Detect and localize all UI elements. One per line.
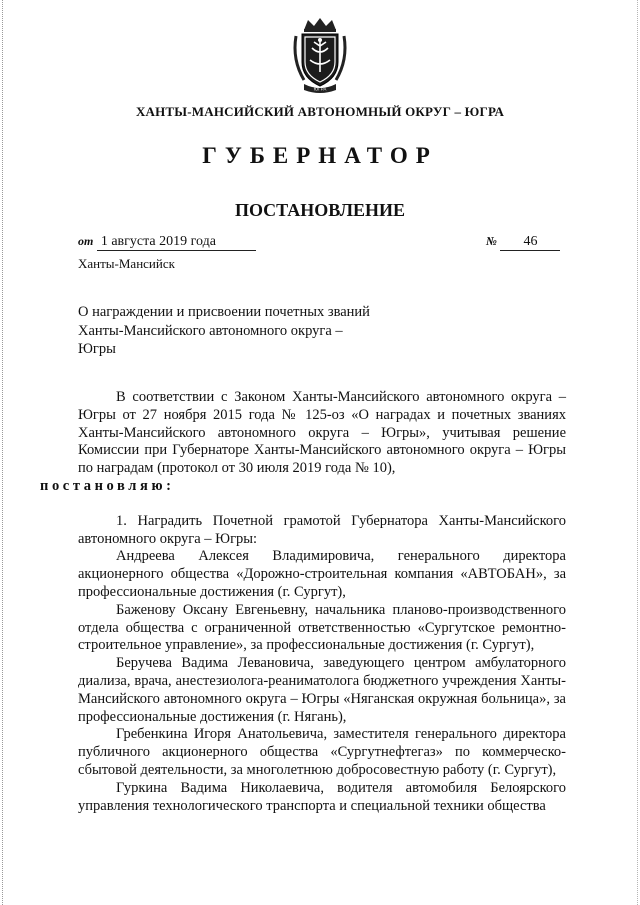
section-1: 1. Наградить Почетной грамотой Губернатора Ханты-Мансийского автономного округа – Югры: [78,512,566,547]
awardee-paragraph: Гребенкина Игоря Анатольевича, заместителя генерального директора публичного акционерного общества «Сургутнефтегаз» по коммерческо-сбытовой деятельности, за многолетнюю добросовестную работу (г. Сургут), [78,726,566,778]
document-number: 46 [500,233,560,251]
preamble-text: В соответствии с Законом Ханты-Мансийского автономного округа – Югры от 27 ноября 2015 года № 125-оз «О наградах и почетных званиях Ханты-Мансийского автономного округа – Югры», учитывая решение Комиссии при Губернаторе Ханты-Мансийского автономного округа – Югры по наградам (протокол от 30 июля 2019 года № 10), [78,389,566,477]
date-prefix: от [78,234,94,248]
preamble-paragraph [40,389,566,496]
awardee-paragraph: Баженову Оксану Евгеньевну, начальника планово-производственного отдела общества с ограниченной ответственностью «Сургутское ремонтно-строительное управление», за профессиональные достижения (г. Сургут), [78,601,566,654]
emblem-ribbon-text: ЮГРА [313,86,327,92]
document-body [40,389,566,815]
scan-edge-right [634,0,638,905]
coat-of-arms-icon [290,16,350,96]
awardee-paragraph: Беручева Вадима Левановича, заведующего центром амбулаторного диализа, врача, анестезиолога-реаниматолога бюджетного учреждения Ханты-Мансийского автономного округа – Югры «Няганская окружная больница», за профессиональные достижения (г. Нягань), [78,655,566,725]
scan-edge-left [2,0,6,905]
number-prefix: № [486,234,497,248]
authority-title: ГУБЕРНАТОР [202,143,438,168]
awardee-paragraph: Гуркина Вадима Николаевича, водителя автомобиля Белоярского управления технологического транспорта и специальной техники общества [78,779,566,814]
awardee-paragraph: Андреева Алексея Владимировича, генерального директора акционерного общества «Дорожно-строительная компания «АВТОБАН», за профессиональные достижения (г. Сургут), [78,548,566,600]
document-type: ПОСТАНОВЛЕНИЕ [234,200,406,220]
resolve-word: постановляю: [40,477,175,494]
region-title: ХАНТЫ-МАНСИЙСКИЙ АВТОНОМНЫЙ ОКРУГ – ЮГРА [135,104,505,119]
document-date: 1 августа 2019 года [97,233,256,251]
number-line [486,233,560,251]
date-line [78,233,256,251]
document-subject: О награждении и присвоении почетных званий Ханты-Мансийского автономного округа – Югры [78,304,370,357]
issue-city: Ханты-Мансийск [78,256,175,271]
